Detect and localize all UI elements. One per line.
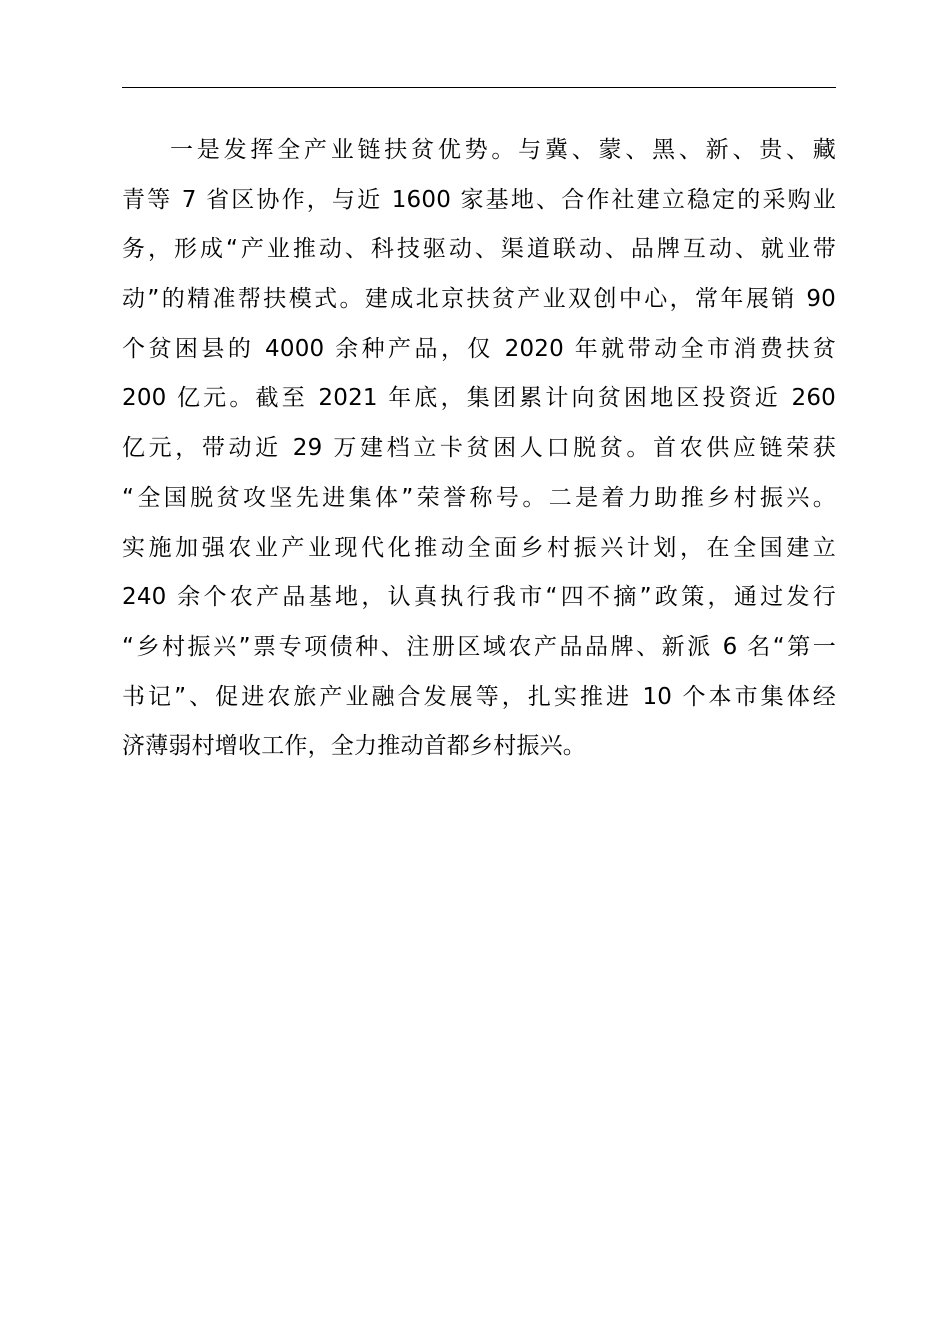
paragraph-line: 济薄弱村增收工作，全力推动首都乡村振兴。	[122, 733, 586, 760]
paragraph-line: “全国脱贫攻坚先进集体”荣誉称号。二是着力助推乡村振兴。	[122, 484, 836, 511]
paragraph-line: “乡村振兴”票专项债种、注册区域农产品品牌、新派 6 名“第一	[122, 633, 836, 660]
paragraph-line: 240 余个农产品基地，认真执行我市“四不摘”政策，通过发行	[122, 584, 836, 611]
body-paragraph	[122, 126, 836, 772]
paragraph-line: 书记”、促进农旅产业融合发展等，扎实推进 10 个本市集体经	[122, 683, 836, 710]
header-rule	[122, 87, 836, 88]
paragraph-line: 亿元，带动近 29 万建档立卡贫困人口脱贫。首农供应链荣获	[122, 435, 836, 462]
paragraph-line: 个贫困县的 4000 余种产品，仅 2020 年就带动全市消费扶贫	[122, 335, 836, 362]
paragraph-line: 务，形成“产业推动、科技驱动、渠道联动、品牌互动、就业带	[122, 236, 836, 263]
paragraph-line: 实施加强农业产业现代化推动全面乡村振兴计划，在全国建立	[122, 534, 836, 561]
paragraph-line: 动”的精准帮扶模式。建成北京扶贫产业双创中心，常年展销 90	[122, 286, 836, 313]
paragraph-line: 青等 7 省区协作，与近 1600 家基地、合作社建立稳定的采购业	[122, 186, 836, 213]
paragraph-line: 200 亿元。截至 2021 年底，集团累计向贫困地区投资近 260	[122, 385, 836, 412]
paragraph-line: 一是发挥全产业链扶贫优势。与冀、蒙、黑、新、贵、藏	[170, 137, 836, 163]
